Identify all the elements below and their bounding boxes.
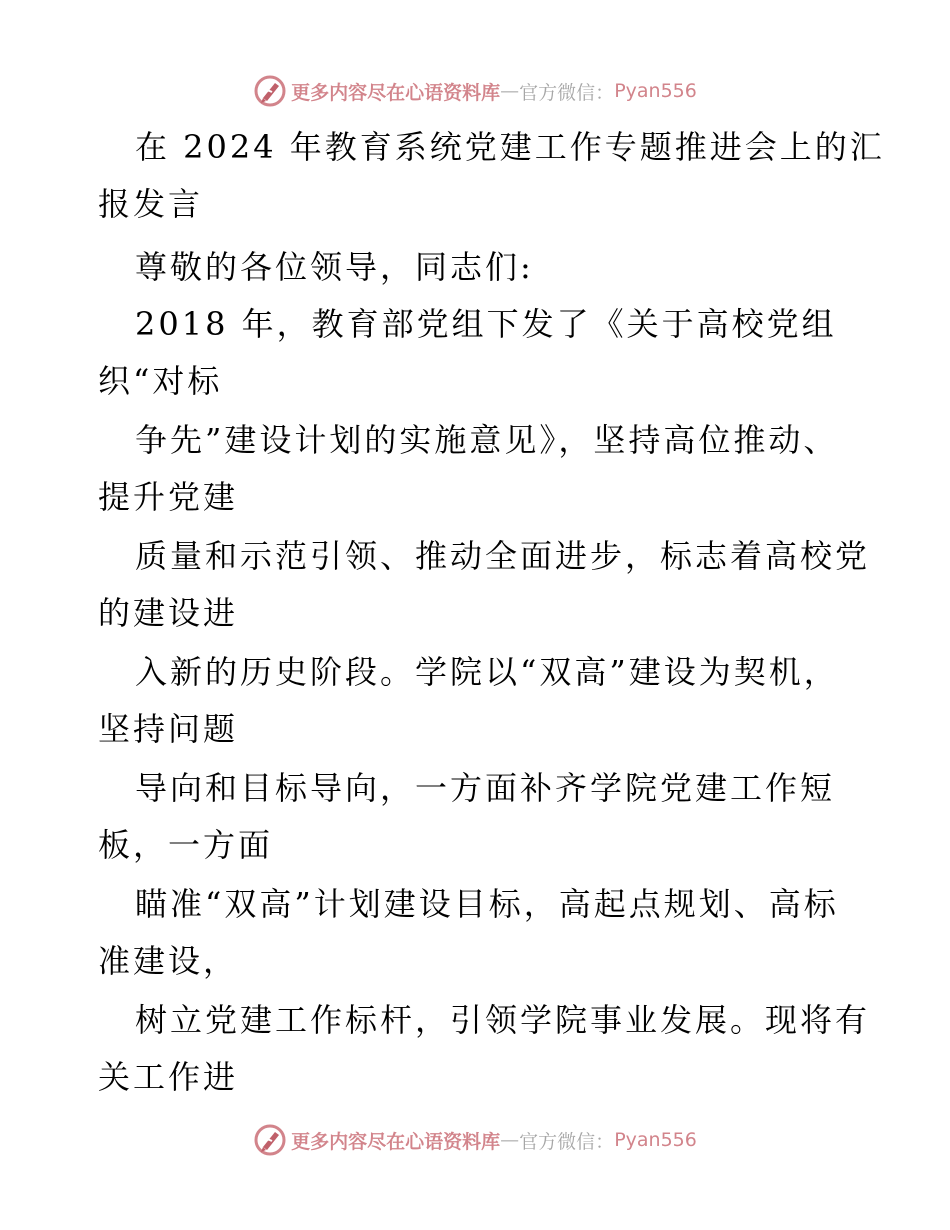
watermark-wechat-label: 官方微信： xyxy=(519,1130,615,1153)
watermark-dash: — xyxy=(500,80,520,102)
doc-line: 准建设， xyxy=(98,942,239,980)
pen-logo-icon xyxy=(253,1123,287,1157)
doc-line: 入新的历史阶段。学院以“双高”建设为契机， xyxy=(135,653,839,691)
doc-line: 尊敬的各位领导，同志们: xyxy=(135,248,534,286)
pen-logo-icon xyxy=(253,74,287,108)
doc-line: 2018 年，教育部党组下发了《关于高校党组 xyxy=(135,305,837,343)
doc-line: 质量和示范引领、推动全面进步，标志着高校党 xyxy=(135,537,871,575)
watermark-brand: 更多内容尽在心语资料库 xyxy=(291,1130,501,1153)
watermark-brand: 更多内容尽在心语资料库 xyxy=(291,81,501,104)
watermark-dash: — xyxy=(500,1129,520,1151)
watermark-header xyxy=(0,71,950,111)
doc-line: 导向和目标导向，一方面补齐学院党建工作短 xyxy=(135,769,836,807)
watermark-footer xyxy=(0,1120,950,1160)
doc-line: 的建设进 xyxy=(98,594,239,632)
doc-line: 坚持问题 xyxy=(98,710,239,748)
watermark-wechat-id: Pyan556 xyxy=(614,1129,697,1151)
watermark-wechat-id: Pyan556 xyxy=(614,80,697,102)
doc-line: 关工作进 xyxy=(98,1058,239,1096)
doc-line: 织“对标 xyxy=(98,362,223,400)
doc-line: 板，一方面 xyxy=(98,826,274,864)
doc-line: 提升党建 xyxy=(98,478,239,516)
doc-line: 瞄准“双高”计划建设目标，高起点规划、高标 xyxy=(135,885,839,923)
doc-line: 在 2024 年教育系统党建工作专题推进会上的汇 xyxy=(135,128,885,166)
doc-line: 报发言 xyxy=(98,185,204,223)
doc-line: 树立党建工作标杆，引领学院事业发展。现将有 xyxy=(135,1001,871,1039)
doc-line: 争先”建设计划的实施意见》，坚持高位推动、 xyxy=(135,421,839,459)
watermark-wechat-label: 官方微信： xyxy=(519,81,615,104)
